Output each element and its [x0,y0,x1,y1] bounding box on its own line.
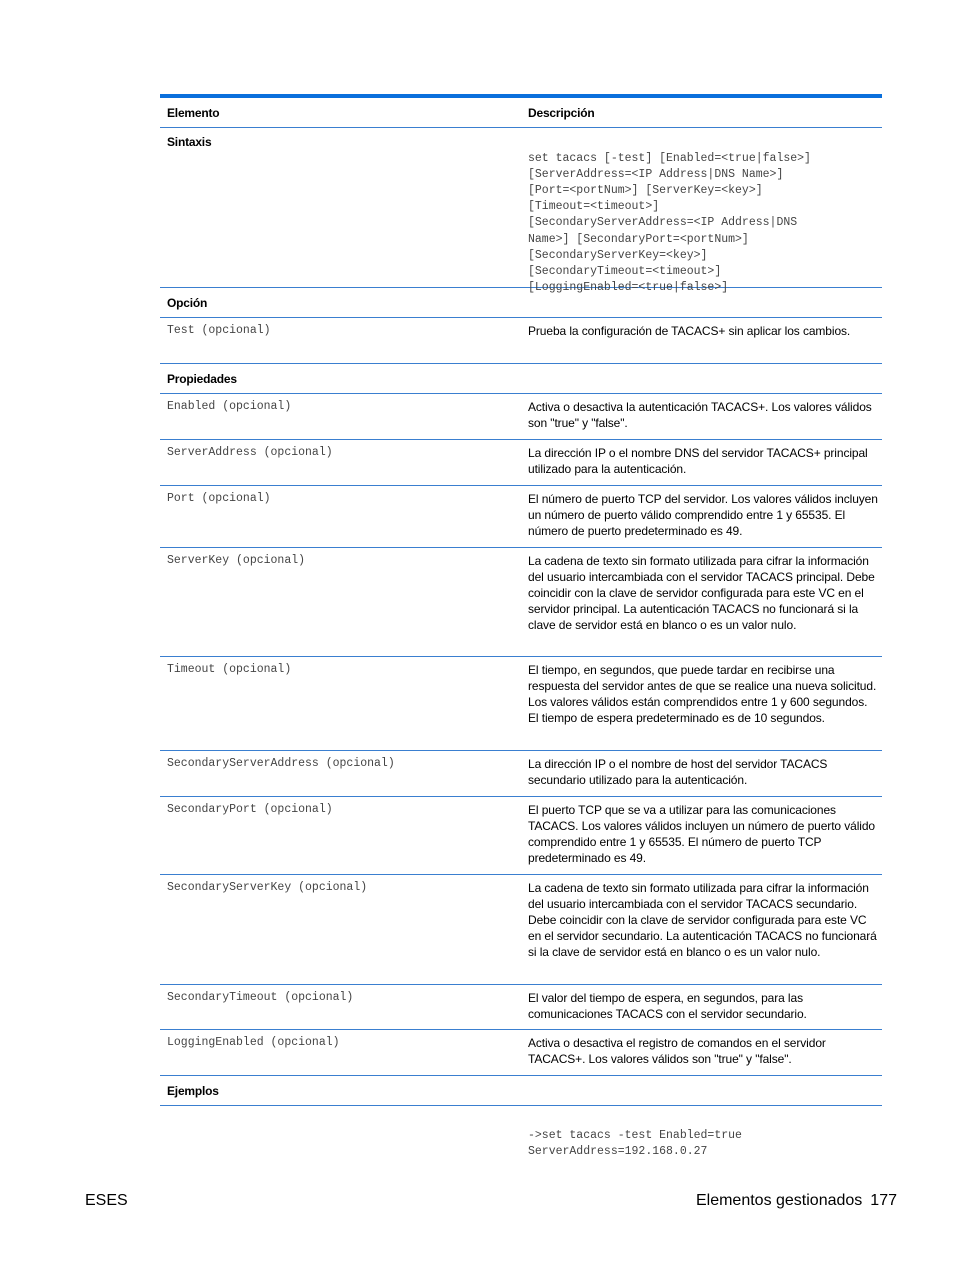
property-description: La dirección IP o el nombre DNS del servidor TACACS+ principal utilizado para la autenticación. [528,446,868,476]
syntax-line: set tacacs [-test] [Enabled=<true|false>] [528,152,811,166]
property-description: La dirección IP o el nombre de host del servidor TACACS secundario utilizado para la autenticación. [528,757,828,787]
example-code [521,1106,882,1159]
property-name: ServerKey (opcional) [167,554,306,567]
property-description: Activa o desactiva el registro de comandos en el servidor TACACS+. Los valores válidos son "true" y "false". [528,1036,826,1066]
header-description: Descripción [528,106,595,120]
examples-section-label: Ejemplos [167,1084,219,1098]
syntax-line: [SecondaryTimeout=<timeout>] [528,264,722,278]
example-line: ->set tacacs -test Enabled=true [528,1129,742,1143]
property-name: Enabled (opcional) [167,400,292,413]
command-table [160,94,882,1159]
syntax-label: Sintaxis [167,135,212,149]
footer-locale: ESES [85,1192,128,1209]
property-name: SecondaryPort (opcional) [167,803,333,816]
property-description: Activa o desactiva la autenticación TACACS+. Los valores válidos son "true" y "false". [528,400,872,430]
property-name: SecondaryServerKey (opcional) [167,881,368,894]
property-name: Port (opcional) [167,492,271,505]
table-row [160,751,882,797]
examples-section-row [160,1076,882,1106]
syntax-line: [SecondaryServerAddress=<IP Address|DNS [528,216,798,230]
syntax-line: [ServerAddress=<IP Address|DNS Name>] [528,168,784,182]
property-name: LoggingEnabled (opcional) [167,1036,340,1049]
properties-section-row [160,364,882,394]
table-row [160,394,882,440]
table-row [160,548,882,657]
property-description: El tiempo, en segundos, que puede tardar en recibirse una respuesta del servidor antes de que se realice una nueva solicitud. Los valores válidos están comprendidos entre 1 y 600 segundos. El tiempo de espera predeterminado es de 10 segundos. [528,663,877,725]
property-description: El número de puerto TCP del servidor. Los valores válidos incluyen un número de puerto válido comprendido entre 1 y 65535. El número de puerto predeterminado es 49. [528,492,878,538]
property-name: SecondaryServerAddress (opcional) [167,757,395,770]
example-line: ServerAddress=192.168.0.27 [528,1145,708,1159]
table-row [160,985,882,1030]
syntax-line: [Port=<portNum>] [ServerKey=<key>] [528,184,763,198]
table-row [160,875,882,985]
table-header-row [160,98,882,128]
table-row [160,486,882,548]
syntax-line: [SecondaryServerKey=<key>] [528,248,708,262]
property-description: La cadena de texto sin formato utilizada para cifrar la información del usuario intercambiada con el servidor TACACS principal. Debe coincidir con la clave de servidor configurada para este VC en el servidor principal. La autenticación TACACS no funcionará si la clave de servidor está en blanco o es un valor nulo. [528,554,875,632]
table-row [160,1030,882,1076]
syntax-row [160,128,882,294]
syntax-line: [LoggingEnabled=<true|false>] [528,280,729,294]
property-description: La cadena de texto sin formato utilizada para cifrar la información del usuario intercambiada con el servidor TACACS secundario. Debe coincidir con la clave de servidor configurada para este VC en el servidor secundario. La autenticación TACACS no funcionará si la clave de servidor está en blanco o es un valor nulo. [528,881,877,959]
syntax-line: [Timeout=<timeout>] [528,200,660,214]
page-number: 177 [870,1192,897,1209]
syntax-code [521,128,882,294]
property-name: SecondaryTimeout (opcional) [167,991,354,1004]
property-description: El puerto TCP que se va a utilizar para las comunicaciones TACACS. Los valores válidos incluyen un número de puerto válido comprendido entre 1 y 65535. El número de puerto TCP predeterminado es 49. [528,803,875,865]
property-name: Timeout (opcional) [167,663,292,676]
option-description: Prueba la configuración de TACACS+ sin aplicar los cambios. [528,324,851,338]
properties-section-label: Propiedades [167,372,237,386]
syntax-line: Name>] [SecondaryPort=<portNum>] [528,232,749,246]
property-name: ServerAddress (opcional) [167,446,333,459]
table-row [160,318,882,364]
header-element: Elemento [167,106,220,120]
option-section-label: Opción [167,296,208,310]
option-section-row [160,288,882,318]
option-name: Test (opcional) [167,324,271,337]
table-row [160,440,882,486]
property-description: El valor del tiempo de espera, en segundos, para las comunicaciones TACACS con el servidor secundario. [528,991,807,1021]
example-row [160,1106,882,1159]
footer-page-info [696,1192,897,1210]
table-row [160,657,882,751]
table-row [160,797,882,875]
footer-section-title: Elementos gestionados [695,1192,863,1209]
